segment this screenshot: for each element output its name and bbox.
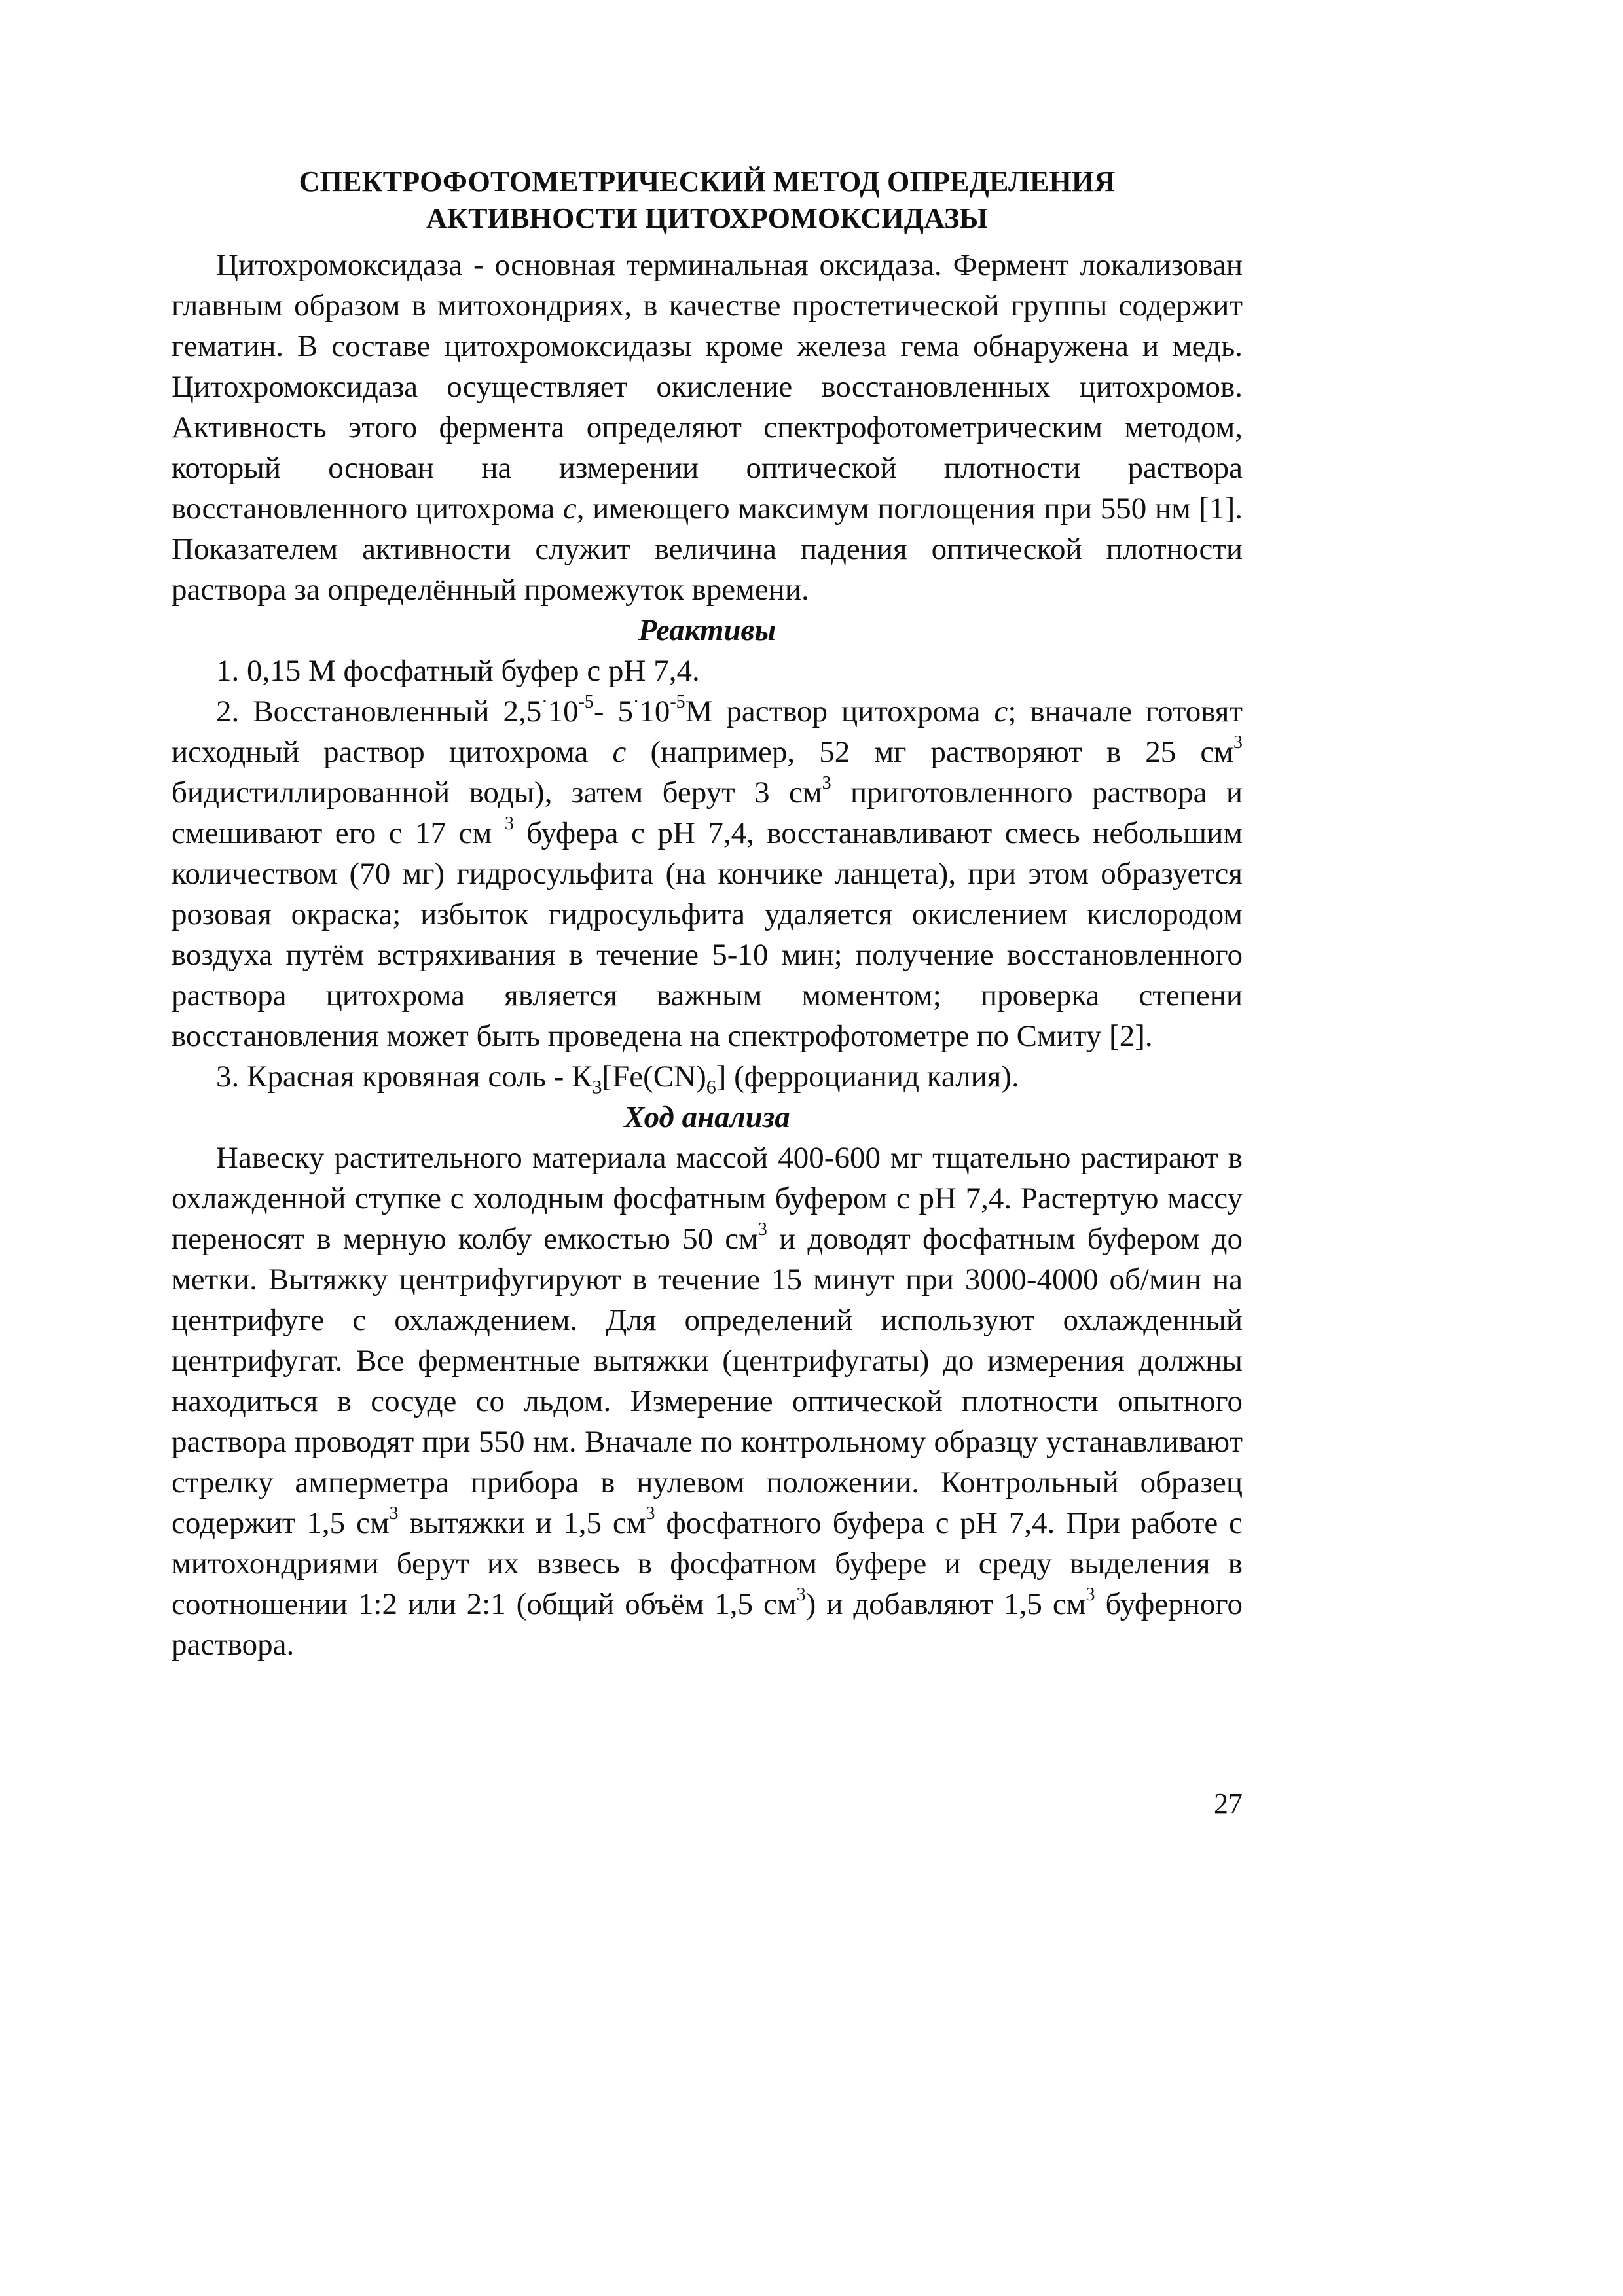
page-number: 27: [1214, 1787, 1243, 1820]
reagent-item-3: 3. Красная кровяная соль - $К_3[Fe(CN)_6]$ (ферроцианид калия).: [216, 1060, 1019, 1098]
analysis-heading: Ход анализа: [624, 1100, 790, 1134]
page-title: [172, 164, 1243, 237]
reagent-item-2: 2. Восстановленный $2,5^\cdot 10^{-5}-$ $5^\cdot 10^{-5}М$ раствор цитохрома с; вначале готовят исходный раствор цитохрома с (например, 52 мг растворяют в 25 $см^3$ бидистиллированной воды), затем берут 3 $см^3$ приготовленного раствора и смешивают его с 17 см $^3$ буфера с рН 7,4, восстанавливают смесь небольшим количеством (70 мг) гидросульфита (на кончике ланцета), при этом образуется розовая окраска; избыток гидросульфита удаляется окислением кислородом воздуха путём встряхивания в течение 5-10 мин; получение восстановленного раствора цитохрома является важным моментом; проверка степени восстановления может быть проведена на спектрофотометре по Смиту [2].: [172, 692, 1243, 1053]
title-line-2: АКТИВНОСТИ ЦИТОХРОМОКСИДАЗЫ: [426, 202, 988, 234]
title-line-1: СПЕКТРОФОТОМЕТРИЧЕСКИЙ МЕТОД ОПРЕДЕЛЕНИЯ: [299, 166, 1116, 198]
intro-paragraph: Цитохромоксидаза - основная терминальная оксидаза. Фермент локализован главным образом в митохондриях, в качестве простетической группы содержит гематин. В составе цитохромоксидазы кроме железа гема обнаружена и медь. Цитохромоксидаза осуществляет окисление восстановленных цитохромов. Активность этого фермента определяют спектрофотометрическим методом, который основан на измерении оптической плотности раствора восстановленного цитохрома с, имеющего максимум поглощения при 550 нм [1]. Показателем активности служит величина падения оптической плотности раствора за определённый промежуток времени.: [172, 248, 1243, 607]
reagents-heading: Реактивы: [638, 613, 776, 647]
analysis-paragraph: Навеску растительного материала массой 400-600 мг тщательно растирают в охлажденной ступке с холодным фосфатным буфером с рН 7,4. Растертую массу переносят в мерную колбу емкостью 50 $см^3$ и доводят фосфатным буфером до метки. Вытяжку центрифугируют в течение 15 минут при 3000-4000 об/мин на центрифуге с охлаждением. Для определений используют охлажденный центрифугат. Все ферментные вытяжки (центрифугаты) до измерения должны находиться в сосуде со льдом. Измерение оптической плотности опытного раствора проводят при 550 нм. Вначале по контрольному образцу устанавливают стрелку амперметра прибора в нулевом положении. Контрольный образец содержит 1,5 $см^3$ вытяжки и 1,5 $см^3$ фосфатного буфера с рН 7,4. При работе с митохондриями берут их взвесь в фосфатном буфере и среду выделения в соотношении 1:2 или 2:1 (общий объём 1,5 $см^3$) и добавляют 1,5 $см^3$ буферного раствора.: [172, 1141, 1243, 1662]
document-body: [172, 245, 1243, 1665]
reagent-item-1: 1. 0,15 М фосфатный буфер с рН 7,4.: [216, 654, 700, 688]
